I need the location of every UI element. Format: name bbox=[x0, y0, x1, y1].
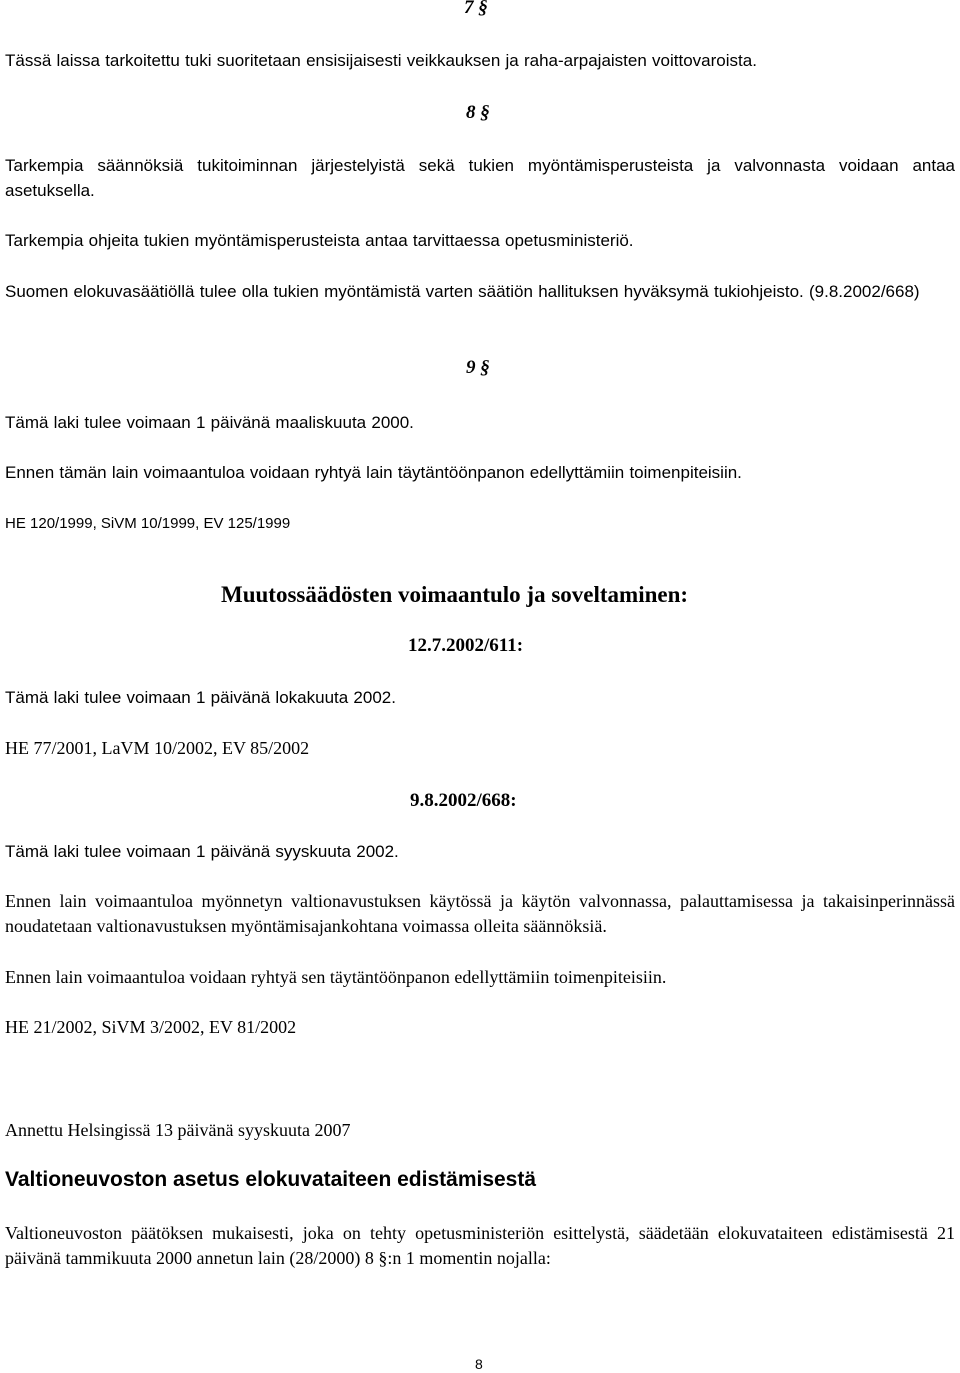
section-8-heading: 8 § bbox=[466, 102, 490, 123]
amendment-668-paragraph-1: Ennen lain voimaantuloa myönnetyn valtionavustuksen käytössä ja käytön valvonnassa, palauttamisessa ja takaisinperinnässä noudatetaan valtionavustuksen myöntämisajankohtana voimassa olleita säännöksiä. bbox=[5, 891, 955, 936]
section-9-paragraph-2: Ennen tämän lain voimaantuloa voidaan ryhtyä lain täytäntöönpanon edellyttämiin toimenpiteisiin. bbox=[5, 463, 742, 482]
amendment-668-proposal: HE 21/2002, SiVM 3/2002, EV 81/2002 bbox=[5, 1017, 297, 1037]
section-8-paragraph-3: Suomen elokuvasäätiöllä tulee olla tukien myöntämistä varten säätiön hallituksen hyväksymä tukiohjeisto. (9.8.2002/668) bbox=[5, 282, 920, 301]
amendment-611-proposal: HE 77/2001, LaVM 10/2002, EV 85/2002 bbox=[5, 738, 310, 758]
page-number: 8 bbox=[475, 1356, 483, 1372]
amendment-668-paragraph-2: Ennen lain voimaantuloa voidaan ryhtyä sen täytäntöönpanon edellyttämiin toimenpiteisiin. bbox=[5, 967, 667, 987]
section-9-paragraph-1: Tämä laki tulee voimaan 1 päivänä maaliskuuta 2000. bbox=[5, 413, 414, 432]
section-8-paragraph-1: Tarkempia säännöksiä tukitoiminnan järjestelyistä sekä tukien myöntämisperusteista ja valvonnasta voidaan antaa asetuksella. bbox=[5, 156, 955, 200]
section-7-heading: 7 § bbox=[464, 0, 488, 18]
section-8-paragraph-2: Tarkempia ohjeita tukien myöntämisperusteista antaa tarvittaessa opetusministeriö. bbox=[5, 231, 634, 250]
decree-title: Valtioneuvoston asetus elokuvataiteen edistämisestä bbox=[5, 1168, 537, 1191]
section-7-paragraph: Tässä laissa tarkoitettu tuki suoritetaan ensisijaisesti veikkauksen ja raha-arpajaisten voittovaroista. bbox=[5, 51, 757, 70]
section-9-heading: 9 § bbox=[466, 357, 490, 378]
amendment-ref-668: 9.8.2002/668: bbox=[410, 790, 517, 811]
amendment-668-text: Tämä laki tulee voimaan 1 päivänä syyskuuta 2002. bbox=[5, 842, 399, 861]
decree-intro: Valtioneuvoston päätöksen mukaisesti, joka on tehty opetusministeriön esittelystä, säädetään elokuvataiteen edistämisestä 21 päivänä tammikuuta 2000 annetun lain (28/2000) 8 §:n 1 momentin nojalla: bbox=[5, 1223, 955, 1268]
amendment-ref-611: 12.7.2002/611: bbox=[408, 635, 524, 656]
decree-place-date: Annettu Helsingissä 13 päivänä syyskuuta 2007 bbox=[5, 1120, 351, 1140]
amendment-611-text: Tämä laki tulee voimaan 1 päivänä lokakuuta 2002. bbox=[5, 688, 396, 707]
amendments-heading: Muutossäädösten voimaantulo ja soveltaminen: bbox=[221, 582, 689, 607]
government-proposal-1999: HE 120/1999, SiVM 10/1999, EV 125/1999 bbox=[5, 515, 291, 532]
